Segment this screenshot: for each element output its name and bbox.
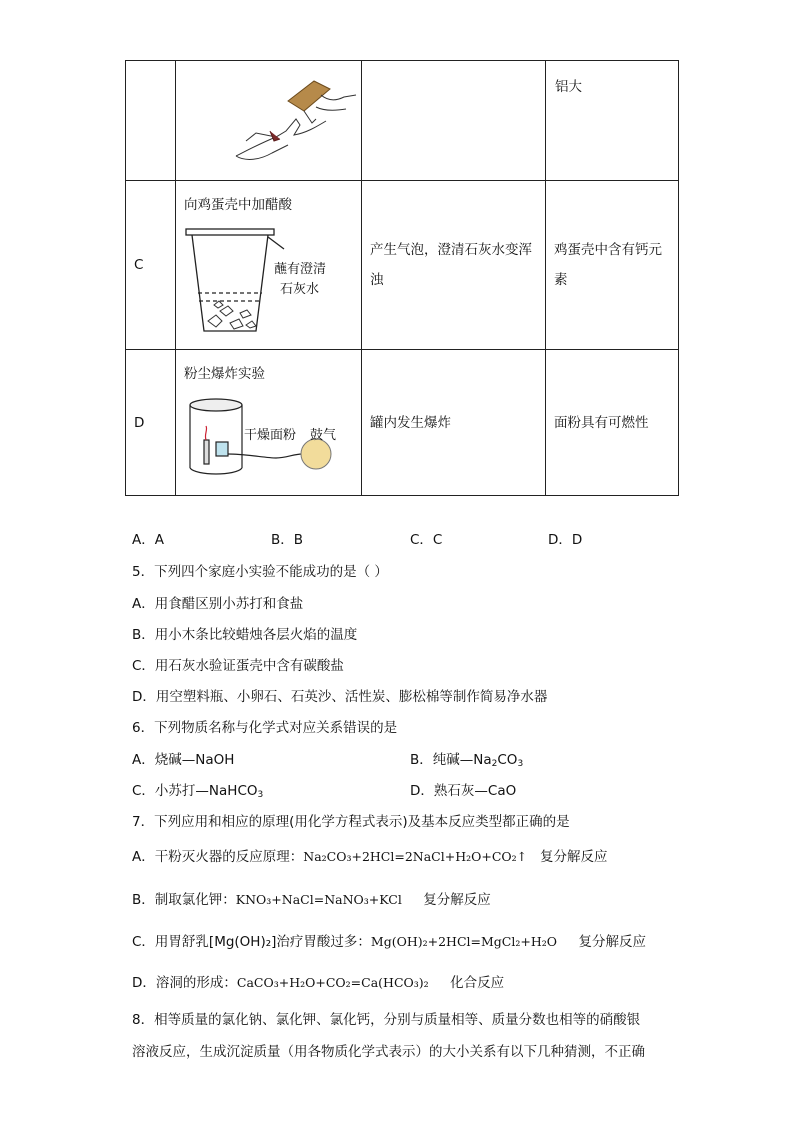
q6-option-b[interactable]: B．纯碱$—Na_2CO_3$ — [410, 752, 524, 769]
label-limewater-1: 蘸有澄清 — [274, 262, 327, 277]
phenomenon-cell — [362, 181, 546, 350]
row-label-d: D — [126, 350, 176, 496]
phenomenon-text: 产生气泡，澄清石灰水变浑浊 — [370, 242, 532, 288]
q7-option-d[interactable]: D．溶洞的形成：CaCO₃+H₂O+CO₂=Ca(HCO₃)₂ 化合反应 — [132, 975, 505, 991]
q4-option-d[interactable]: D．D — [548, 532, 583, 548]
q5-stem: 5．下列四个家庭小实验不能成功的是（ ） — [132, 564, 388, 580]
table-row — [126, 181, 679, 350]
experiment-table — [125, 60, 679, 496]
phenomenon-cell — [362, 61, 546, 181]
conclusion-text: 鸡蛋壳中含有钙元素 — [554, 242, 662, 288]
table-row — [126, 61, 679, 181]
row-label-c: C — [126, 181, 176, 350]
experiment-title: 粉尘爆炸实验 — [184, 366, 265, 382]
label-dry-flour: 干燥面粉 — [244, 428, 297, 443]
experiment-title: 向鸡蛋壳中加醋酸 — [184, 197, 292, 213]
q4-option-b[interactable]: B．B — [271, 532, 304, 548]
dust-explosion-illustration — [176, 350, 361, 495]
conclusion-text: 面粉具有可燃性 — [554, 414, 649, 431]
experiment-cell — [176, 350, 362, 496]
conclusion-cell — [546, 61, 679, 181]
label-blow-air: 鼓气 — [310, 428, 337, 443]
q7-option-b[interactable]: B．制取氯化钾：KNO₃+NaCl=NaNO₃+KCl 复分解反应 — [132, 892, 491, 908]
q7-stem: 7．下列应用和相应的原理(用化学方程式表示)及基本反应类型都正确的是 — [132, 814, 570, 830]
eggshell-vinegar-illustration — [176, 181, 361, 349]
q7-option-a[interactable]: A．干粉灭火器的反应原理：Na₂CO₃+2HCl=2NaCl+H₂O+CO₂↑ 复分解反应 — [132, 849, 608, 865]
q5-option-c[interactable]: C．用石灰水验证蛋壳中含有碳酸盐 — [132, 658, 344, 674]
equation: Na₂CO₃+2HCl=2NaCl+H₂O+CO₂↑ — [303, 849, 528, 864]
equation: Mg(OH)₂+2HCl=MgCl₂+H₂O — [370, 934, 557, 949]
q5-option-d[interactable]: D．用空塑料瓶、小卵石、石英沙、活性炭、膨松棉等制作简易净水器 — [132, 689, 548, 705]
experiment-cell — [176, 181, 362, 350]
q5-option-b[interactable]: B．用小木条比较蜡烛各层火焰的温度 — [132, 627, 358, 643]
scraping-illustration — [176, 61, 361, 176]
q6-option-a[interactable]: A．烧碱—NaOH — [132, 752, 235, 768]
equation: KNO₃+NaCl=NaNO₃+KCl — [235, 892, 402, 907]
phenomenon-text: 罐内发生爆炸 — [370, 414, 451, 431]
q5-option-a[interactable]: A．用食醋区别小苏打和食盐 — [132, 596, 304, 612]
experiment-cell — [176, 61, 362, 181]
table-row — [126, 350, 679, 496]
equation: CaCO₃+H₂O+CO₂=Ca(HCO₃)₂ — [236, 975, 429, 990]
q6-stem: 6．下列物质名称与化学式对应关系错误的是 — [132, 720, 398, 736]
q6-option-d[interactable]: D．熟石灰—CaO — [410, 783, 517, 799]
conclusion-cell — [546, 350, 679, 496]
q4-option-a[interactable]: A．A — [132, 532, 164, 548]
phenomenon-cell — [362, 350, 546, 496]
row-label-cell — [126, 61, 176, 181]
conclusion-text: 铝大 — [555, 79, 582, 95]
q8-stem-line1: 8．相等质量的氯化钠、氯化钾、氯化钙，分别与质量相等、质量分数也相等的硝酸银 — [132, 1012, 641, 1028]
label-limewater-2: 石灰水 — [280, 282, 320, 297]
q7-option-c[interactable]: C．用胃舒乳[Mg(OH)₂]治疗胃酸过多：Mg(OH)₂+2HCl=MgCl₂+H₂O 复分解反应 — [132, 934, 646, 950]
q4-option-c[interactable]: C．C — [410, 532, 443, 548]
q8-stem-line2: 溶液反应，生成沉淀质量（用各物质化学式表示）的大小关系有以下几种猜测，不正确 — [132, 1044, 645, 1060]
conclusion-cell — [546, 181, 679, 350]
q6-option-c[interactable]: C．小苏打—NaHCO$_3$ — [132, 783, 264, 800]
